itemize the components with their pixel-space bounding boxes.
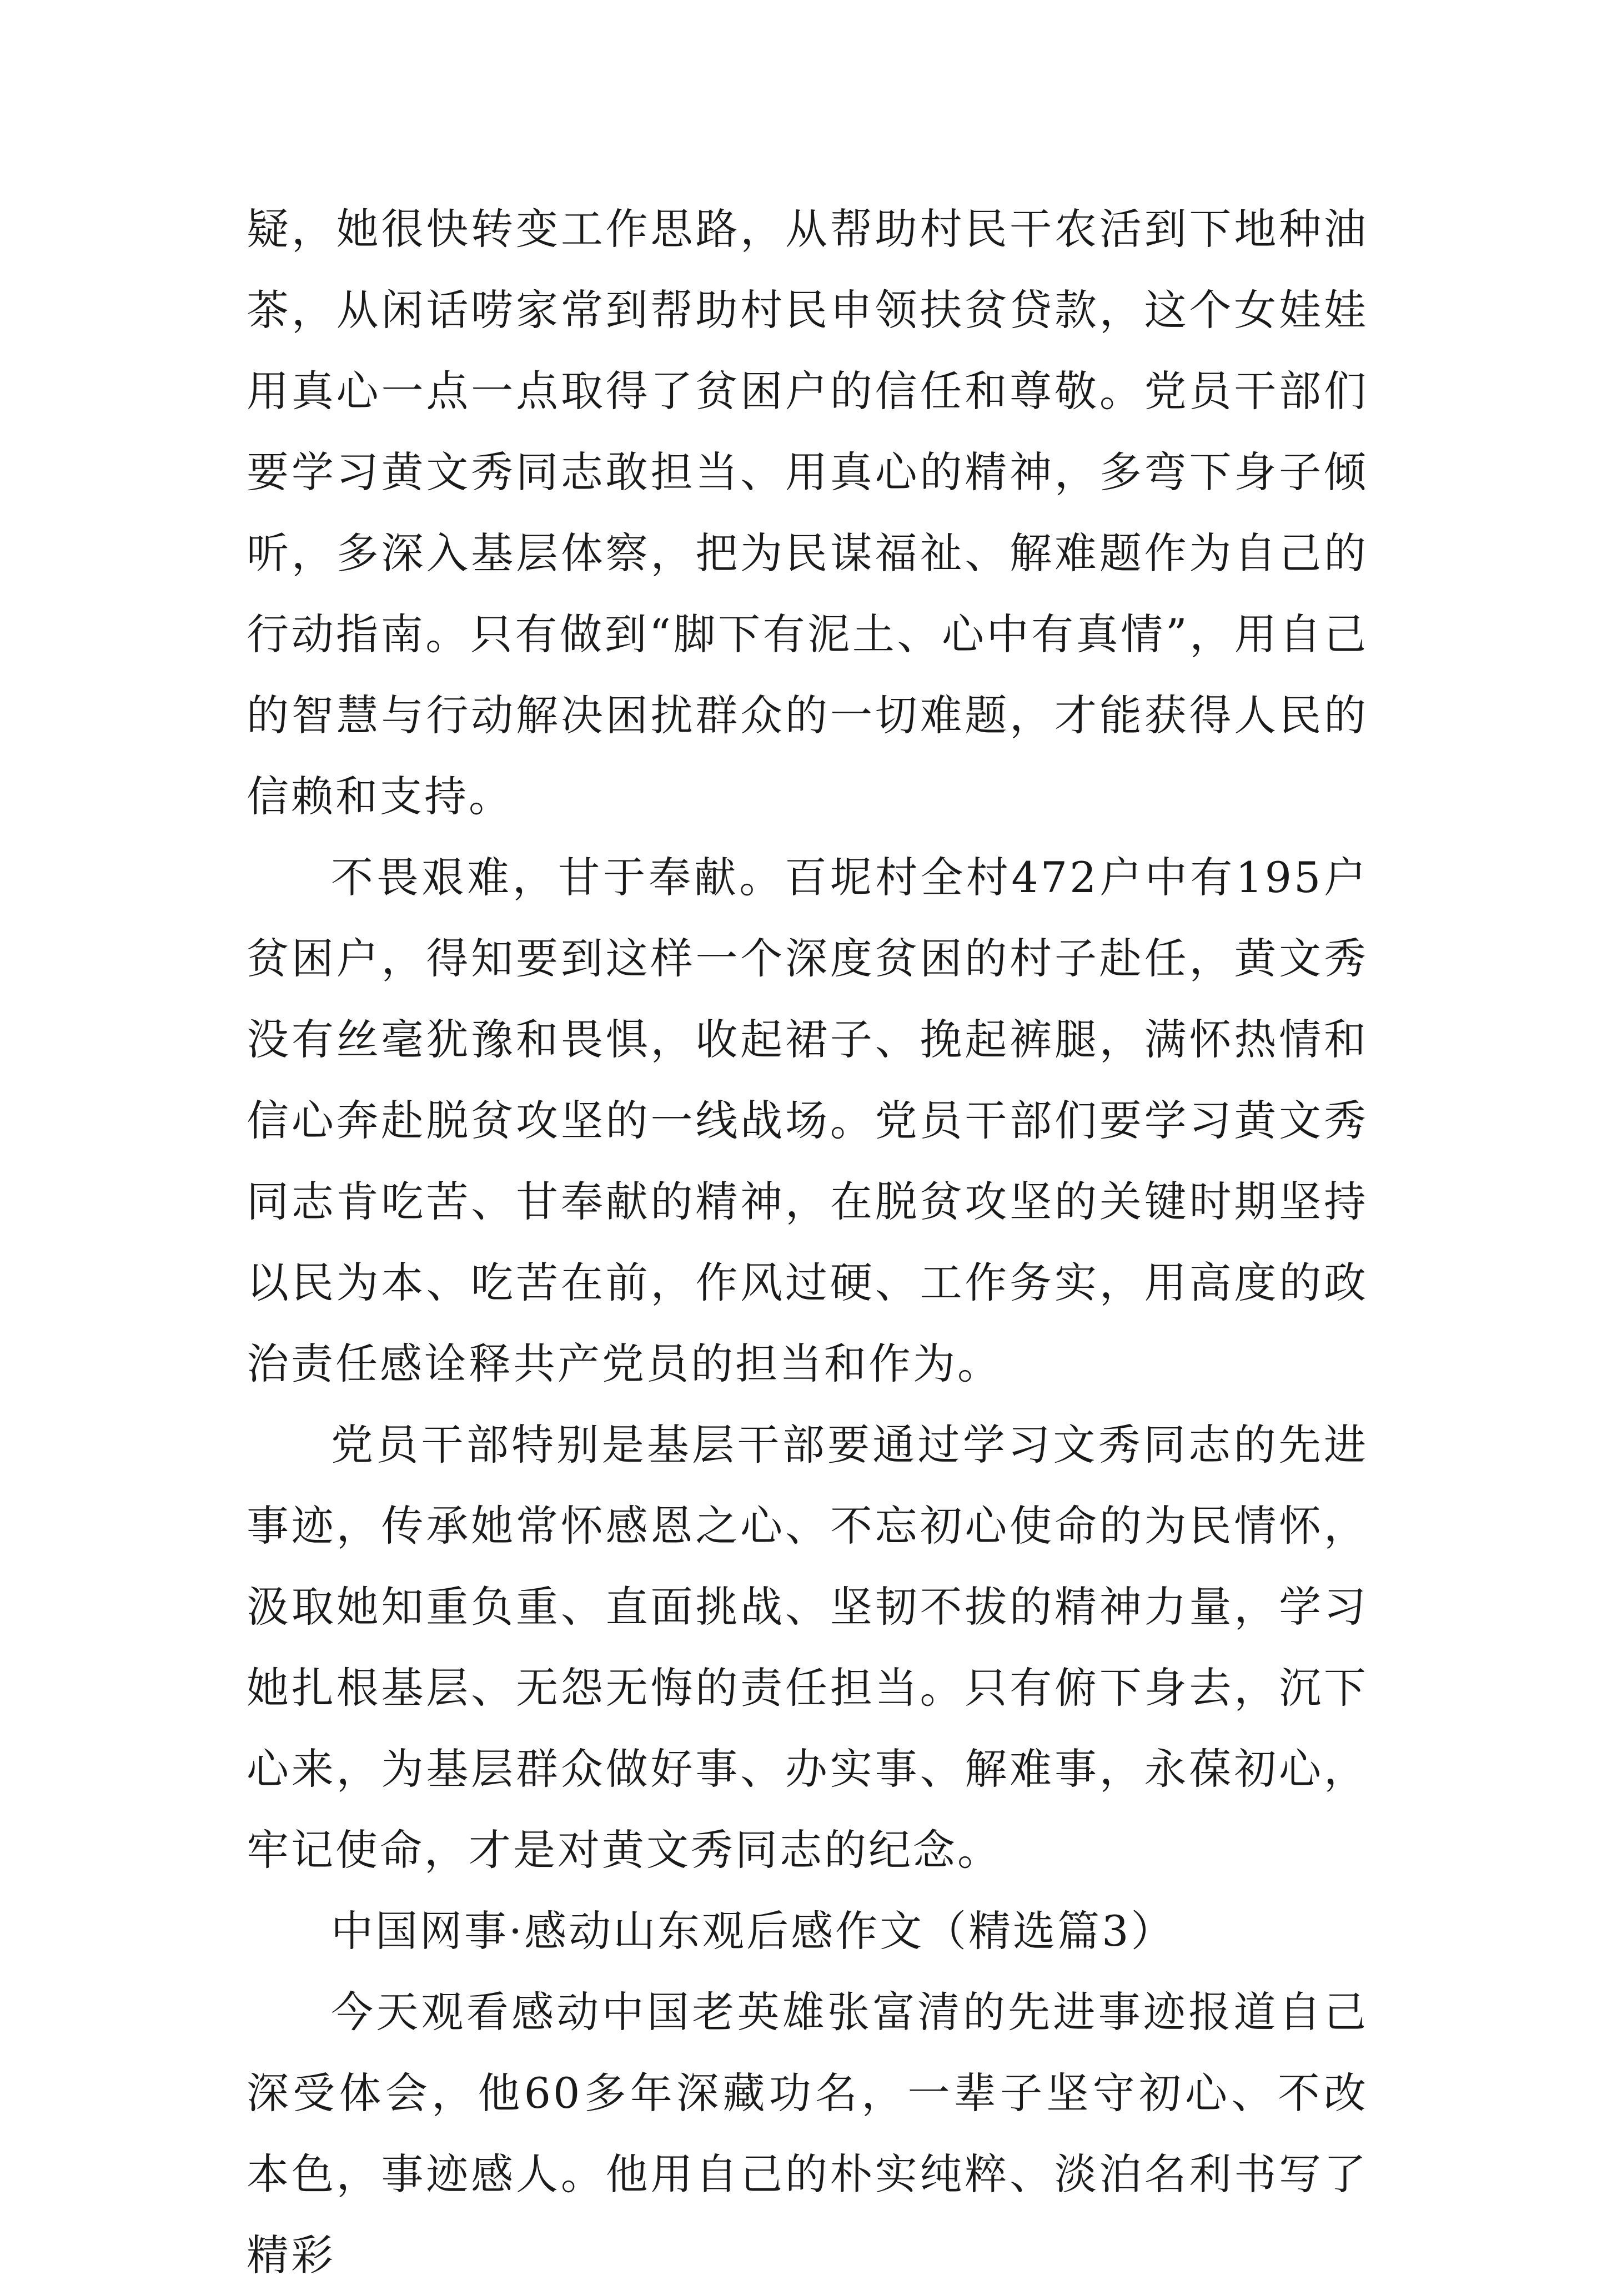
document-body [247,189,1368,2296]
section-heading: 中国网事·感动山东观后感作文（精选篇3） [331,1906,1176,1956]
paragraph-continuation: 疑，她很快转变工作思路，从帮助村民干农活到下地种油茶，从闲话唠家常到帮助村民申领扶贫贷款，这个女娃娃用真心一点一点取得了贫困户的信任和尊敬。党员干部们要学习黄文秀同志敢担当、用真心的精神，多弯下身子倾听，多深入基层体察，把为民谋福祉、解难题作为自己的行动指南。只有做到“脚下有泥土、心中有真情”，用自己的智慧与行动解决困扰群众的一切难题，才能获得人民的信赖和支持。 [247,204,1368,821]
paragraph-zhang-fuqing: 今天观看感动中国老英雄张富清的先进事迹报道自己深受体会，他60多年深藏功名，一辈子坚守初心、不改本色，事迹感人。他用自己的朴实纯粹、淡泊名利书写了精彩 [247,1987,1368,2280]
paragraph-grassroots-cadres: 党员干部特别是基层干部要通过学习文秀同志的先进事迹，传承她常怀感恩之心、不忘初心使命的为民情怀，汲取她知重负重、直面挑战、坚韧不拔的精神力量，学习她扎根基层、无怨无悔的责任担当。只有俯下身去，沉下心来，为基层群众做好事、办实事、解难事，永葆初心，牢记使命，才是对黄文秀同志的纪念。 [247,1420,1368,1875]
paragraph-sacrifice: 不畏艰难，甘于奉献。百坭村全村472户中有195户贫困户，得知要到这样一个深度贫困的村子赴任，黄文秀没有丝毫犹豫和畏惧，收起裙子、挽起裤腿，满怀热情和信心奔赴脱贫攻坚的一线战场。党员干部们要学习黄文秀同志肯吃苦、甘奉献的精神，在脱贫攻坚的关键时期坚持以民为本、吃苦在前，作风过硬、工作务实，用高度的政治责任感诠释共产党员的担当和作为。 [247,853,1368,1388]
